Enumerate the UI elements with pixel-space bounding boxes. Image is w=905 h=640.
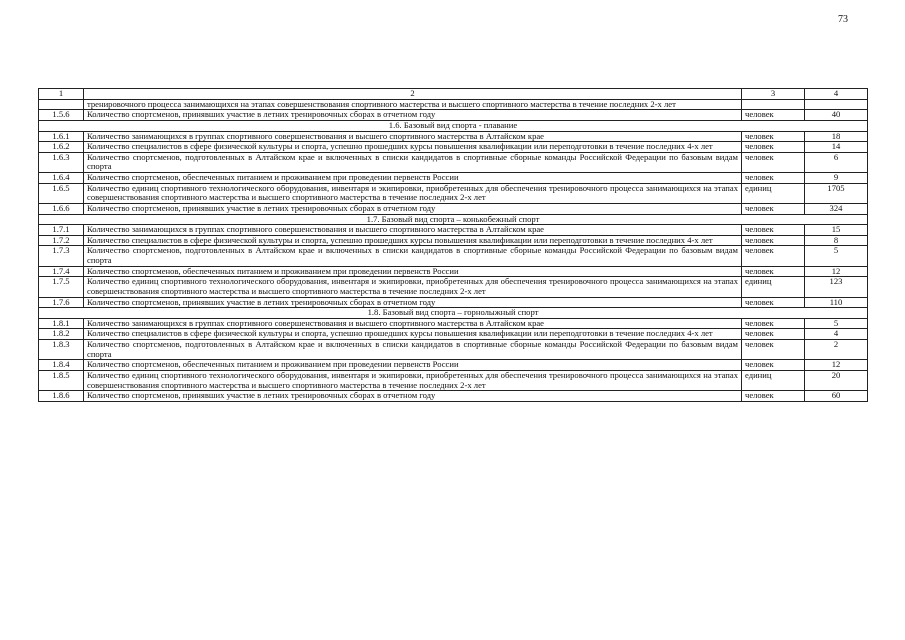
- table-row: [39, 203, 868, 214]
- table-row: [39, 110, 868, 121]
- header-cell-number: 1: [39, 89, 84, 100]
- table-row: [39, 152, 868, 172]
- section-title: 1.6. Базовый вид спорта - плавание: [39, 120, 868, 131]
- row-unit-cell: человек: [742, 110, 805, 121]
- header-cell-unit: 3: [742, 89, 805, 100]
- row-description-cell: Количество единиц спортивного технологического оборудования, инвентаря и экипировки, приобретенных для обеспечения тренировочного процесса занимающихся на этапах совершенствования спортивного мастерства и высшего спортивного мастерства в течение последних 2-х лет: [84, 277, 742, 297]
- table-row: [39, 340, 868, 360]
- table-row: [39, 360, 868, 371]
- row-value-cell: 40: [805, 110, 868, 121]
- row-description-cell: Количество спортсменов, обеспеченных питанием и проживанием при проведении первенств России: [84, 173, 742, 184]
- row-description-cell: Количество специалистов в сфере физической культуры и спорта, успешно прошедших курсы повышения квалификации или переподготовки в течение последних 4-х лет: [84, 142, 742, 153]
- row-value-cell: 5: [805, 246, 868, 266]
- row-description-cell: Количество спортсменов, подготовленных в Алтайском крае и включенных в списки кандидатов в спортивные сборные команды Российской Федерации по базовым видам спорта: [84, 340, 742, 360]
- table-row: [39, 173, 868, 184]
- row-unit-cell: человек: [742, 235, 805, 246]
- row-number-cell: 1.8.3: [39, 340, 84, 360]
- row-description-cell: Количество спортсменов, обеспеченных питанием и проживанием при проведении первенств России: [84, 266, 742, 277]
- row-number-cell: 1.8.5: [39, 370, 84, 390]
- section-title: 1.7. Базовый вид спорта – конькобежный спорт: [39, 214, 868, 225]
- row-description-cell: Количество спортсменов, подготовленных в Алтайском крае и включенных в списки кандидатов в спортивные сборные команды Российской Федерации по базовым видам спорта: [84, 246, 742, 266]
- row-number-cell: 1.8.6: [39, 391, 84, 402]
- row-unit-cell: единиц: [742, 277, 805, 297]
- row-description-cell: Количество спортсменов, принявших участие в летних тренировочных сборах в отчетном году: [84, 391, 742, 402]
- row-unit-cell: человек: [742, 131, 805, 142]
- row-number-cell: 1.6.6: [39, 203, 84, 214]
- table-row: [39, 277, 868, 297]
- table-row: [39, 131, 868, 142]
- table-row: [39, 142, 868, 153]
- indicators-table: [38, 88, 868, 402]
- row-unit-cell: человек: [742, 173, 805, 184]
- page-number: 73: [838, 14, 848, 25]
- row-number-cell: [39, 99, 84, 110]
- row-value-cell: 12: [805, 360, 868, 371]
- table-row: [39, 297, 868, 308]
- row-value-cell: 2: [805, 340, 868, 360]
- header-cell-value: 4: [805, 89, 868, 100]
- row-unit-cell: человек: [742, 329, 805, 340]
- row-number-cell: 1.6.4: [39, 173, 84, 184]
- row-value-cell: 123: [805, 277, 868, 297]
- row-description-cell: Количество спортсменов, принявших участие в летних тренировочных сборах в отчетном году: [84, 110, 742, 121]
- header-cell-description: 2: [84, 89, 742, 100]
- table-row: [39, 246, 868, 266]
- row-value-cell: 5: [805, 318, 868, 329]
- row-number-cell: 1.6.5: [39, 183, 84, 203]
- row-description-cell: Количество спортсменов, принявших участие в летних тренировочных сборах в отчетном году: [84, 203, 742, 214]
- table-row: [39, 183, 868, 203]
- row-value-cell: 8: [805, 235, 868, 246]
- table-body: [39, 89, 868, 402]
- table-row: [39, 225, 868, 236]
- section-title: 1.8. Базовый вид спорта – горнолыжный спорт: [39, 308, 868, 319]
- table-row: [39, 99, 868, 110]
- row-description-cell: Количество спортсменов, подготовленных в Алтайском крае и включенных в списки кандидатов в спортивные сборные команды Российской Федерации по базовым видам спорта: [84, 152, 742, 172]
- row-value-cell: 4: [805, 329, 868, 340]
- row-description-cell: Количество единиц спортивного технологического оборудования, инвентаря и экипировки, приобретенных для обеспечения тренировочного процесса занимающихся на этапах совершенствования спортивного мастерства и высшего спортивного мастерства в течение последних 2-х лет: [84, 183, 742, 203]
- row-value-cell: 12: [805, 266, 868, 277]
- row-number-cell: 1.6.1: [39, 131, 84, 142]
- row-value-cell: 20: [805, 370, 868, 390]
- row-number-cell: 1.7.1: [39, 225, 84, 236]
- row-unit-cell: человек: [742, 203, 805, 214]
- row-description-cell: Количество занимающихся в группах спортивного совершенствования и высшего спортивного мастерства в Алтайском крае: [84, 318, 742, 329]
- row-description-cell: Количество спортсменов, обеспеченных питанием и проживанием при проведении первенств России: [84, 360, 742, 371]
- row-value-cell: 1705: [805, 183, 868, 203]
- row-number-cell: 1.8.4: [39, 360, 84, 371]
- row-value-cell: 110: [805, 297, 868, 308]
- row-description-cell: Количество специалистов в сфере физической культуры и спорта, успешно прошедших курсы повышения квалификации или переподготовки в течение последних 4-х лет: [84, 235, 742, 246]
- row-unit-cell: человек: [742, 297, 805, 308]
- table-header-row: [39, 89, 868, 100]
- section-header-row: [39, 120, 868, 131]
- row-value-cell: 15: [805, 225, 868, 236]
- row-number-cell: 1.7.4: [39, 266, 84, 277]
- row-unit-cell: человек: [742, 391, 805, 402]
- row-value-cell: 18: [805, 131, 868, 142]
- row-unit-cell: единиц: [742, 370, 805, 390]
- section-header-row: [39, 214, 868, 225]
- table-row: [39, 370, 868, 390]
- row-number-cell: 1.6.2: [39, 142, 84, 153]
- table-row: [39, 318, 868, 329]
- row-unit-cell: единиц: [742, 183, 805, 203]
- row-unit-cell: [742, 99, 805, 110]
- row-value-cell: 60: [805, 391, 868, 402]
- row-number-cell: 1.7.6: [39, 297, 84, 308]
- row-unit-cell: человек: [742, 246, 805, 266]
- row-number-cell: 1.7.5: [39, 277, 84, 297]
- row-value-cell: 6: [805, 152, 868, 172]
- row-description-cell: Количество занимающихся в группах спортивного совершенствования и высшего спортивного мастерства в Алтайском крае: [84, 225, 742, 236]
- row-description-cell: Количество занимающихся в группах спортивного совершенствования и высшего спортивного мастерства в Алтайском крае: [84, 131, 742, 142]
- row-unit-cell: человек: [742, 152, 805, 172]
- row-number-cell: 1.7.2: [39, 235, 84, 246]
- table-row: [39, 391, 868, 402]
- row-unit-cell: человек: [742, 340, 805, 360]
- row-number-cell: 1.8.1: [39, 318, 84, 329]
- row-unit-cell: человек: [742, 318, 805, 329]
- table-row: [39, 266, 868, 277]
- row-number-cell: 1.7.3: [39, 246, 84, 266]
- row-number-cell: 1.8.2: [39, 329, 84, 340]
- row-unit-cell: человек: [742, 225, 805, 236]
- row-unit-cell: человек: [742, 266, 805, 277]
- row-value-cell: 14: [805, 142, 868, 153]
- table-row: [39, 235, 868, 246]
- row-description-cell: Количество спортсменов, принявших участие в летних тренировочных сборах в отчетном году: [84, 297, 742, 308]
- row-unit-cell: человек: [742, 360, 805, 371]
- row-value-cell: [805, 99, 868, 110]
- row-value-cell: 9: [805, 173, 868, 184]
- table-row: [39, 329, 868, 340]
- row-unit-cell: человек: [742, 142, 805, 153]
- section-header-row: [39, 308, 868, 319]
- row-description-cell: Количество единиц спортивного технологического оборудования, инвентаря и экипировки, приобретенных для обеспечения тренировочного процесса занимающихся на этапах совершенствования спортивного мастерства и высшего спортивного мастерства в течение последних 2-х лет: [84, 370, 742, 390]
- row-description-cell: Количество специалистов в сфере физической культуры и спорта, успешно прошедших курсы повышения квалификации или переподготовки в течение последних 4-х лет: [84, 329, 742, 340]
- row-number-cell: 1.6.3: [39, 152, 84, 172]
- row-number-cell: 1.5.6: [39, 110, 84, 121]
- row-value-cell: 324: [805, 203, 868, 214]
- row-description-cell: тренировочного процесса занимающихся на этапах совершенствования спортивного мастерства и высшего спортивного мастерства в течение последних 2-х лет: [84, 99, 742, 110]
